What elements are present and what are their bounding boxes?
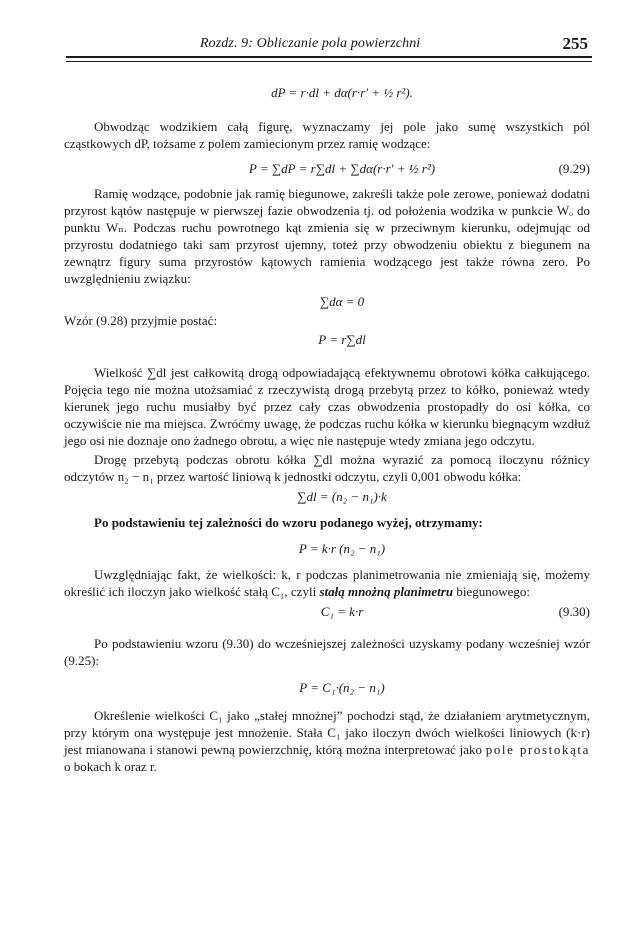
equation-p-rdl: P = r∑dl xyxy=(318,332,366,347)
page-body xyxy=(64,84,590,775)
header-rule-thick xyxy=(66,56,592,58)
paragraph-path-expression: Drogę przebytą podczas obrotu kółka ∑dl można wyrazić za pomocą iloczynu różnicy odczytów n₂ − n₁ przez wartość liniową k jednostki odczytu, czyli 0,001 obwodu kółka: xyxy=(64,452,590,484)
paragraph-substitution: Po podstawieniu tej zależności do wzoru podanego wyżej, otrzymamy: xyxy=(94,515,483,530)
paragraph-constant-text-a: Określenie wielkości C₁ jako „stałej mnożnej” pochodzi stąd, że działaniem arytmetycznym, przy którym ona występuje jest mnożenie. Stała C₁ jako iloczyn dwóch wielkości liniowych (k·r) jest mianowana i stanowi pewną powierzchnię, którą można interpretować jako xyxy=(64,708,590,757)
paragraph-formula-intro: Wzór (9.28) przyjmie postać: xyxy=(64,313,218,328)
equation-sum-alpha: ∑dα = 0 xyxy=(319,294,365,309)
page-header xyxy=(66,34,592,56)
running-title: Rozdz. 9: Obliczanie pola powierzchni xyxy=(200,36,421,51)
paragraph-radius-arm: Ramię wodzące, podobnie jak ramię biegunowe, zakreśli także pole zerowe, ponieważ dodatni przyrost kątów następuje w pierwszej fazie obwodzenia tj. od położenia wodzika w punkcie Wₒ do punktu Wₙ. Podczas ruchu powrotnego kąt zmienia się w przeciwnym kierunku, odejmując od przyrostu dodatniego taki sam przyrost ujemny, toteż przy obwodzeniu obiektu z biegunem na zewnątrz figury suma przyrostów kątowych ramienia wodzącego jest także równa zero. Po uwzględnieniu związku: xyxy=(64,186,590,286)
paragraph-multiplier-constant xyxy=(64,566,590,600)
page-number: 255 xyxy=(562,34,588,53)
paragraph-earlier-formula: Po podstawieniu wzoru (9.30) do wcześniejszej zależności uzyskamy podany wcześniej wzór (9.25): xyxy=(64,636,590,668)
equation-9-29-number: (9.29) xyxy=(558,161,590,176)
paragraph-constant-definition xyxy=(64,707,590,775)
equation-9-30 xyxy=(64,603,590,620)
equation-9-30-number: (9.30) xyxy=(558,604,590,619)
paragraph-multiplier-text-b: biegunowego: xyxy=(453,584,530,599)
term-rectangle-area: pole prostokąta xyxy=(485,742,590,757)
equation-dp: dP = r·dl + dα(r·r′ + ½ r²). xyxy=(271,85,413,100)
paragraph-constant-text-b: o bokach k oraz r. xyxy=(64,759,157,774)
equation-9-29-formula: P = ∑dP = r∑dl + ∑dα(r·r′ + ½ r²) xyxy=(248,161,436,176)
equation-9-25: P = C₁·(n₂ − n₁) xyxy=(299,680,385,695)
paragraph-multiplier-text-a: Uwzględniając fakt, że wielkości: k, r podczas planimetrowania nie zmieniają się, możemy określić ich iloczyn jako wielkość stałą C₁, czyli xyxy=(64,567,590,599)
paragraph-total-path: Wielkość ∑dl jest całkowitą drogą odpowiadającą efektywnemu obrotowi kółka całkującego. Pojęcia tego nie można utożsamiać z rzeczywistą drogą przebytą przez to kółko, ponieważ wtedy kierunek jego ruchu musiałby być przez cały czas obwodzenia prostopadły do osi kółka, co oczywiście nie ma miejsca. Zwróćmy uwagę, że podczas ruchu kółka w kierunku biegnącym wzdłuż jego osi nie doznaje ono żadnego obrotu, a więc nie następuje wtedy zmiana jego odczytu. xyxy=(64,365,590,448)
equation-p-kr: P = k·r (n₂ − n₁) xyxy=(298,541,386,556)
term-multiplier-constant: stałą mnożną planimetru xyxy=(319,584,454,599)
equation-9-29 xyxy=(64,160,590,177)
equation-sum-dl: ∑dl = (n₂ − n₁)·k xyxy=(297,489,387,504)
header-rule-thin xyxy=(66,61,592,62)
paragraph-sum-of-areas: Obwodząc wodzikiem całą figurę, wyznaczamy jej pole jako sumę wszystkich pól cząstkowych dP, tożsame z polem zamiecionym przez ramię wodzące: xyxy=(64,119,590,151)
equation-9-30-formula: C₁ = k·r xyxy=(320,604,364,619)
